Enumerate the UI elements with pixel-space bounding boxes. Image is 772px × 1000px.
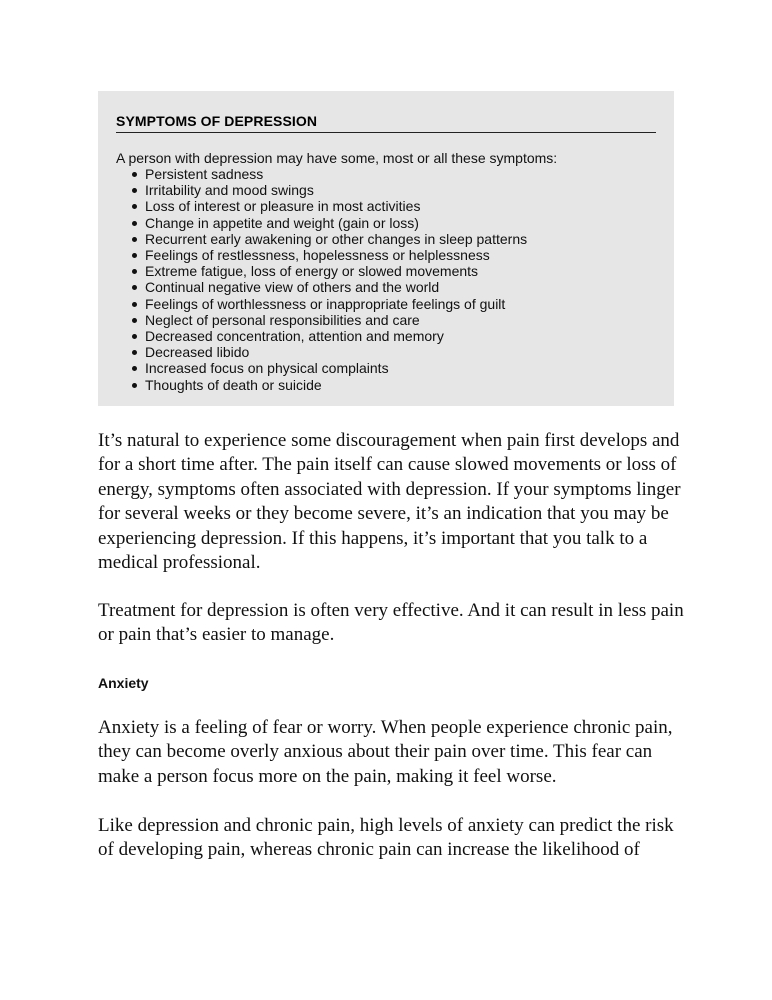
list-item: Decreased libido (130, 344, 656, 360)
list-item: Recurrent early awakening or other changes in sleep patterns (130, 231, 656, 247)
symptom-list (116, 166, 656, 393)
list-item: Feelings of restlessness, hopelessness or helplessness (130, 247, 656, 263)
list-item: Loss of interest or pleasure in most activities (130, 198, 656, 214)
anxiety-heading: Anxiety (98, 675, 149, 691)
body-paragraph-discouragement: It’s natural to experience some discouragement when pain first develops and for a short time after. The pain itself can cause slowed movements or loss of energy, symptoms often associated with depression. If your symptoms linger for several weeks or they become severe, it’s an indication that you may be experiencing depression. If this happens, it’s important that you talk to a medical professional. (98, 430, 681, 574)
list-item: Irritability and mood swings (130, 182, 656, 198)
list-item: Feelings of worthlessness or inappropriate feelings of guilt (130, 296, 656, 312)
list-item: Continual negative view of others and the world (130, 279, 656, 295)
body-paragraph-anxiety: Anxiety is a feeling of fear or worry. When people experience chronic pain, they can become overly anxious about their pain over time. This fear can make a person focus more on the pain, making it feel worse. (98, 717, 673, 787)
list-item: Decreased concentration, attention and memory (130, 328, 656, 344)
list-item: Thoughts of death or suicide (130, 377, 656, 393)
sidebar-intro: A person with depression may have some, most or all these symptoms: (116, 150, 558, 166)
body-paragraph-risk: Like depression and chronic pain, high levels of anxiety can predict the risk of developing pain, whereas chronic pain can increase the likelihood of (98, 815, 674, 861)
list-item: Persistent sadness (130, 166, 656, 182)
list-item: Increased focus on physical complaints (130, 360, 656, 376)
list-item: Neglect of personal responsibilities and care (130, 312, 656, 328)
list-item: Extreme fatigue, loss of energy or slowed movements (130, 263, 656, 279)
list-item: Change in appetite and weight (gain or loss) (130, 215, 656, 231)
symptoms-sidebar-box (98, 91, 674, 406)
body-paragraph-treatment: Treatment for depression is often very effective. And it can result in less pain or pain that’s easier to manage. (98, 600, 684, 646)
sidebar-title: SYMPTOMS OF DEPRESSION (116, 113, 656, 133)
